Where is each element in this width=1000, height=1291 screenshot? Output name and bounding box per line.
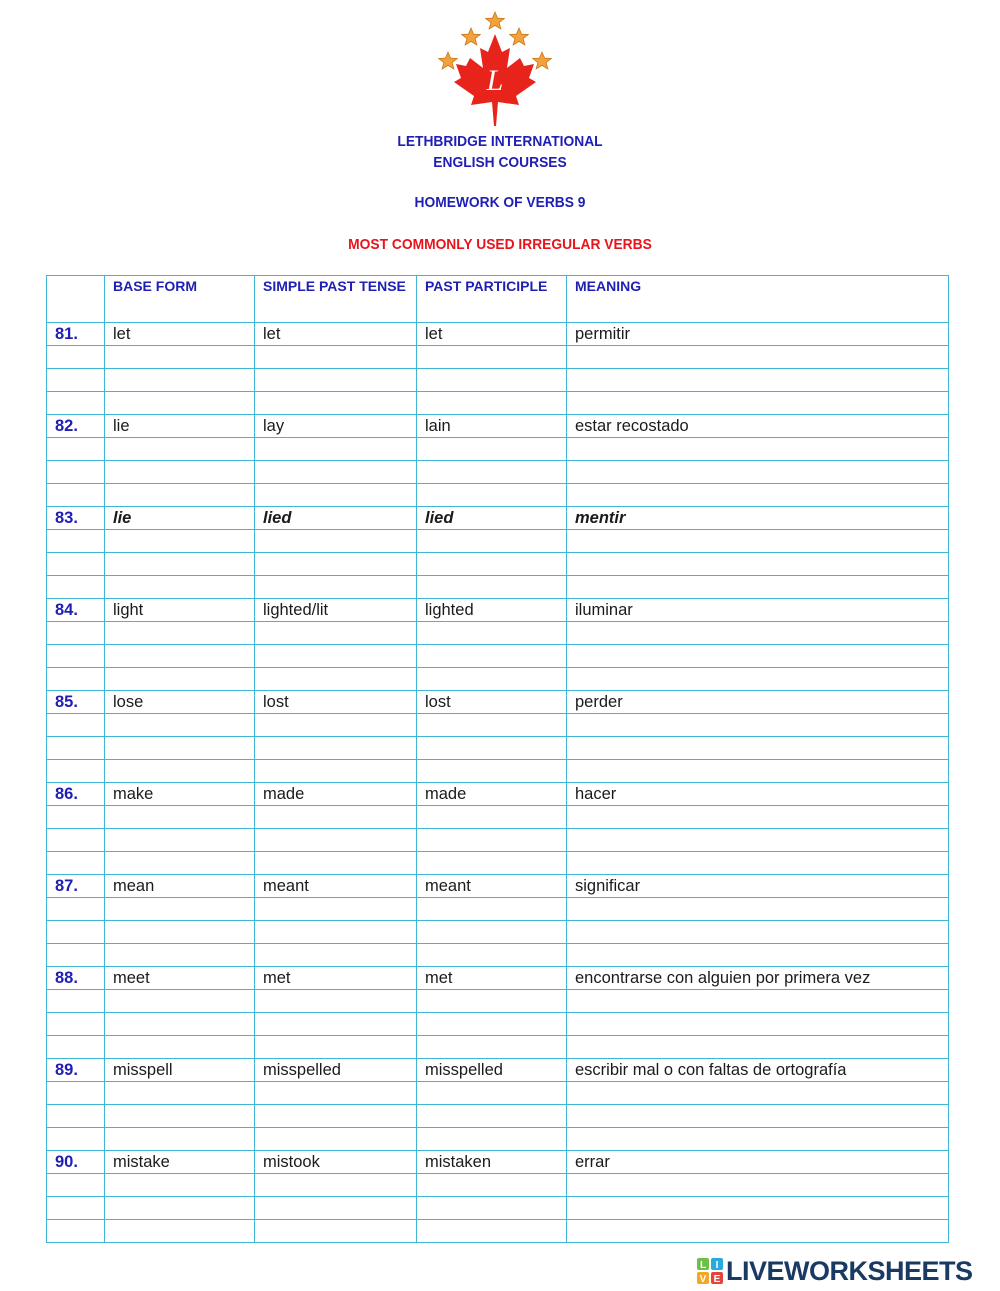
blank-answer-cell [105, 990, 255, 1013]
blank-answer-row [47, 806, 949, 829]
blank-answer-cell [105, 461, 255, 484]
blank-number-cell [47, 346, 105, 369]
verb-number: 86. [47, 783, 105, 806]
meaning-cell: significar [567, 875, 949, 898]
verb-number: 90. [47, 1151, 105, 1174]
blank-answer-cell [567, 622, 949, 645]
blank-answer-cell [105, 1105, 255, 1128]
brand-tile-l: L [699, 1260, 707, 1271]
blank-answer-cell [255, 576, 417, 599]
blank-answer-cell [417, 553, 567, 576]
blank-number-cell [47, 1220, 105, 1243]
meaning-cell: hacer [567, 783, 949, 806]
table-header-row [47, 276, 949, 323]
blank-answer-cell [105, 760, 255, 783]
blank-answer-cell [255, 714, 417, 737]
blank-answer-cell [255, 553, 417, 576]
blank-answer-cell [417, 760, 567, 783]
verb-row [47, 507, 949, 530]
verb-number: 83. [47, 507, 105, 530]
past-participle-cell: lain [417, 415, 567, 438]
verb-row [47, 599, 949, 622]
blank-answer-cell [567, 1220, 949, 1243]
blank-answer-row [47, 438, 949, 461]
blank-answer-row [47, 622, 949, 645]
logo-letter: L [486, 64, 504, 97]
past-participle-cell: meant [417, 875, 567, 898]
blank-answer-cell [417, 990, 567, 1013]
blank-answer-cell [255, 990, 417, 1013]
blank-answer-cell [567, 438, 949, 461]
verb-number: 87. [47, 875, 105, 898]
verb-number: 89. [47, 1059, 105, 1082]
blank-answer-cell [255, 530, 417, 553]
blank-answer-cell [567, 553, 949, 576]
blank-answer-cell [567, 898, 949, 921]
brand-tile-v: V [699, 1274, 707, 1284]
blank-answer-cell [567, 1174, 949, 1197]
meaning-cell: mentir [567, 507, 949, 530]
star-icon [486, 12, 505, 29]
blank-answer-cell [417, 1220, 567, 1243]
blank-answer-row [47, 829, 949, 852]
blank-number-cell [47, 530, 105, 553]
verbs-table-body [47, 276, 949, 1243]
verb-number: 85. [47, 691, 105, 714]
past-participle-cell: lost [417, 691, 567, 714]
blank-answer-cell [417, 852, 567, 875]
liveworksheets-logo-icon [697, 1258, 723, 1284]
blank-number-cell [47, 990, 105, 1013]
blank-answer-cell [255, 1220, 417, 1243]
blank-answer-row [47, 1220, 949, 1243]
verb-row [47, 875, 949, 898]
blank-answer-cell [105, 1197, 255, 1220]
blank-answer-cell [255, 760, 417, 783]
blank-answer-cell [255, 1174, 417, 1197]
blank-answer-cell [105, 852, 255, 875]
maple-leaf-logo-icon [430, 8, 560, 130]
star-icon [439, 52, 458, 69]
blank-answer-row [47, 852, 949, 875]
column-header-number [47, 276, 105, 323]
blank-answer-row [47, 553, 949, 576]
blank-answer-cell [105, 944, 255, 967]
blank-answer-cell [105, 921, 255, 944]
blank-number-cell [47, 553, 105, 576]
blank-answer-cell [567, 714, 949, 737]
worksheet-subtitle: MOST COMMONLY USED IRREGULAR VERBS [348, 236, 652, 253]
verb-number: 81. [47, 323, 105, 346]
blank-number-cell [47, 369, 105, 392]
verb-row [47, 1151, 949, 1174]
blank-number-cell [47, 438, 105, 461]
blank-answer-cell [417, 1105, 567, 1128]
blank-answer-row [47, 461, 949, 484]
blank-answer-cell [105, 530, 255, 553]
column-header-meaning: MEANING [567, 276, 949, 323]
blank-answer-cell [417, 737, 567, 760]
blank-answer-cell [105, 1174, 255, 1197]
blank-number-cell [47, 806, 105, 829]
simple-past-cell: lied [255, 507, 417, 530]
blank-answer-cell [255, 1036, 417, 1059]
blank-answer-row [47, 369, 949, 392]
simple-past-cell: made [255, 783, 417, 806]
blank-answer-row [47, 944, 949, 967]
blank-answer-cell [567, 1036, 949, 1059]
brand-tile-e: E [713, 1274, 721, 1284]
meaning-cell: iluminar [567, 599, 949, 622]
star-icon [533, 52, 552, 69]
blank-answer-cell [417, 944, 567, 967]
institute-name-line1: LETHBRIDGE INTERNATIONAL [397, 133, 603, 150]
blank-answer-cell [105, 553, 255, 576]
blank-answer-cell [105, 668, 255, 691]
blank-answer-cell [567, 852, 949, 875]
simple-past-cell: met [255, 967, 417, 990]
base-form-cell: let [105, 323, 255, 346]
blank-answer-row [47, 1174, 949, 1197]
blank-answer-cell [105, 645, 255, 668]
simple-past-cell: lighted/lit [255, 599, 417, 622]
base-form-cell: lie [105, 507, 255, 530]
blank-answer-row [47, 645, 949, 668]
blank-answer-cell [567, 1105, 949, 1128]
blank-number-cell [47, 1197, 105, 1220]
blank-answer-cell [255, 484, 417, 507]
brand-name: LIVEWORKSHEETS [726, 1255, 973, 1286]
blank-answer-cell [105, 392, 255, 415]
base-form-cell: mean [105, 875, 255, 898]
blank-answer-cell [417, 392, 567, 415]
blank-answer-cell [417, 1174, 567, 1197]
blank-answer-cell [417, 369, 567, 392]
blank-answer-cell [567, 829, 949, 852]
blank-number-cell [47, 898, 105, 921]
blank-number-cell [47, 1082, 105, 1105]
blank-answer-cell [567, 921, 949, 944]
meaning-cell: estar recostado [567, 415, 949, 438]
meaning-cell: errar [567, 1151, 949, 1174]
blank-answer-cell [567, 576, 949, 599]
verb-row [47, 323, 949, 346]
meaning-cell: perder [567, 691, 949, 714]
past-participle-cell: misspelled [417, 1059, 567, 1082]
blank-answer-row [47, 1013, 949, 1036]
blank-answer-cell [105, 576, 255, 599]
base-form-cell: light [105, 599, 255, 622]
blank-answer-cell [417, 921, 567, 944]
blank-answer-cell [567, 1082, 949, 1105]
blank-number-cell [47, 1013, 105, 1036]
column-header-base-form: BASE FORM [105, 276, 255, 323]
blank-answer-cell [417, 484, 567, 507]
blank-answer-row [47, 392, 949, 415]
blank-number-cell [47, 645, 105, 668]
blank-answer-cell [105, 1082, 255, 1105]
blank-answer-cell [417, 461, 567, 484]
blank-answer-cell [567, 645, 949, 668]
base-form-cell: make [105, 783, 255, 806]
blank-answer-cell [255, 1013, 417, 1036]
verb-number: 88. [47, 967, 105, 990]
blank-answer-row [47, 530, 949, 553]
blank-answer-cell [567, 944, 949, 967]
verb-row [47, 783, 949, 806]
blank-number-cell [47, 1174, 105, 1197]
simple-past-cell: lost [255, 691, 417, 714]
column-header-past-participle: PAST PARTICIPLE [417, 276, 567, 323]
blank-answer-cell [567, 392, 949, 415]
meaning-cell: permitir [567, 323, 949, 346]
blank-answer-cell [255, 806, 417, 829]
liveworksheets-brand [697, 1256, 973, 1286]
blank-answer-cell [567, 369, 949, 392]
blank-answer-row [47, 668, 949, 691]
blank-answer-cell [255, 1105, 417, 1128]
blank-answer-cell [417, 1128, 567, 1151]
blank-answer-cell [417, 622, 567, 645]
blank-answer-cell [255, 829, 417, 852]
simple-past-cell: mistook [255, 1151, 417, 1174]
past-participle-cell: lied [417, 507, 567, 530]
blank-answer-cell [567, 760, 949, 783]
blank-answer-cell [255, 1197, 417, 1220]
blank-answer-cell [567, 484, 949, 507]
brand-tile-i: I [715, 1260, 719, 1271]
past-participle-cell: lighted [417, 599, 567, 622]
blank-answer-cell [105, 484, 255, 507]
blank-answer-row [47, 1197, 949, 1220]
blank-answer-cell [105, 369, 255, 392]
blank-answer-cell [255, 737, 417, 760]
blank-answer-cell [417, 898, 567, 921]
blank-answer-cell [567, 530, 949, 553]
blank-answer-cell [417, 1036, 567, 1059]
blank-answer-cell [105, 346, 255, 369]
blank-number-cell [47, 944, 105, 967]
blank-answer-cell [417, 645, 567, 668]
blank-answer-cell [105, 829, 255, 852]
blank-answer-cell [567, 461, 949, 484]
column-header-simple-past: SIMPLE PAST TENSE [255, 276, 417, 323]
blank-answer-cell [567, 737, 949, 760]
blank-number-cell [47, 921, 105, 944]
institute-name-line2: ENGLISH COURSES [433, 154, 567, 171]
blank-answer-cell [417, 438, 567, 461]
star-icon [510, 28, 529, 45]
blank-number-cell [47, 1128, 105, 1151]
blank-answer-row [47, 898, 949, 921]
blank-answer-cell [567, 806, 949, 829]
blank-answer-cell [567, 1197, 949, 1220]
blank-answer-cell [417, 829, 567, 852]
verb-number: 82. [47, 415, 105, 438]
blank-answer-cell [105, 622, 255, 645]
blank-answer-cell [255, 921, 417, 944]
verb-row [47, 415, 949, 438]
meaning-cell: encontrarse con alguien por primera vez [567, 967, 949, 990]
blank-number-cell [47, 1105, 105, 1128]
blank-answer-cell [105, 806, 255, 829]
blank-answer-cell [105, 714, 255, 737]
blank-answer-cell [255, 438, 417, 461]
blank-number-cell [47, 1036, 105, 1059]
blank-answer-cell [255, 392, 417, 415]
blank-answer-cell [567, 990, 949, 1013]
blank-answer-cell [417, 1013, 567, 1036]
base-form-cell: lose [105, 691, 255, 714]
blank-answer-cell [417, 346, 567, 369]
blank-answer-cell [255, 1082, 417, 1105]
blank-answer-cell [105, 1128, 255, 1151]
blank-answer-cell [417, 714, 567, 737]
blank-answer-cell [255, 461, 417, 484]
blank-number-cell [47, 737, 105, 760]
blank-answer-cell [255, 1128, 417, 1151]
blank-answer-row [47, 346, 949, 369]
blank-number-cell [47, 392, 105, 415]
blank-answer-cell [105, 1220, 255, 1243]
blank-answer-cell [105, 1013, 255, 1036]
verb-row [47, 1059, 949, 1082]
past-participle-cell: let [417, 323, 567, 346]
blank-answer-cell [417, 530, 567, 553]
blank-answer-cell [255, 852, 417, 875]
blank-answer-row [47, 1082, 949, 1105]
blank-answer-cell [417, 806, 567, 829]
blank-answer-cell [105, 1036, 255, 1059]
blank-answer-cell [417, 668, 567, 691]
blank-number-cell [47, 576, 105, 599]
verb-row [47, 691, 949, 714]
verb-row [47, 967, 949, 990]
blank-answer-cell [255, 622, 417, 645]
simple-past-cell: meant [255, 875, 417, 898]
blank-answer-cell [255, 898, 417, 921]
blank-answer-row [47, 1105, 949, 1128]
blank-answer-row [47, 1128, 949, 1151]
blank-answer-row [47, 990, 949, 1013]
blank-answer-cell [255, 944, 417, 967]
blank-answer-cell [567, 1128, 949, 1151]
verbs-table [46, 275, 949, 1243]
blank-answer-row [47, 921, 949, 944]
blank-answer-row [47, 714, 949, 737]
verb-number: 84. [47, 599, 105, 622]
base-form-cell: meet [105, 967, 255, 990]
star-icon [462, 28, 481, 45]
blank-answer-cell [105, 438, 255, 461]
blank-answer-row [47, 737, 949, 760]
blank-number-cell [47, 484, 105, 507]
blank-number-cell [47, 714, 105, 737]
blank-answer-row [47, 1036, 949, 1059]
simple-past-cell: lay [255, 415, 417, 438]
base-form-cell: mistake [105, 1151, 255, 1174]
blank-number-cell [47, 668, 105, 691]
past-participle-cell: mistaken [417, 1151, 567, 1174]
simple-past-cell: misspelled [255, 1059, 417, 1082]
blank-answer-row [47, 576, 949, 599]
blank-answer-cell [255, 346, 417, 369]
blank-answer-cell [105, 737, 255, 760]
blank-number-cell [47, 852, 105, 875]
blank-number-cell [47, 461, 105, 484]
blank-answer-row [47, 484, 949, 507]
simple-past-cell: let [255, 323, 417, 346]
blank-answer-cell [105, 898, 255, 921]
blank-answer-cell [255, 369, 417, 392]
base-form-cell: lie [105, 415, 255, 438]
blank-answer-cell [255, 668, 417, 691]
blank-answer-cell [567, 1013, 949, 1036]
base-form-cell: misspell [105, 1059, 255, 1082]
blank-number-cell [47, 622, 105, 645]
past-participle-cell: met [417, 967, 567, 990]
blank-answer-cell [567, 346, 949, 369]
blank-answer-cell [567, 668, 949, 691]
blank-answer-cell [417, 1082, 567, 1105]
blank-answer-cell [417, 576, 567, 599]
blank-number-cell [47, 760, 105, 783]
blank-answer-cell [255, 645, 417, 668]
blank-answer-cell [417, 1197, 567, 1220]
meaning-cell: escribir mal o con faltas de ortografía [567, 1059, 949, 1082]
homework-title: HOMEWORK OF VERBS 9 [414, 194, 586, 211]
blank-number-cell [47, 829, 105, 852]
past-participle-cell: made [417, 783, 567, 806]
blank-answer-row [47, 760, 949, 783]
